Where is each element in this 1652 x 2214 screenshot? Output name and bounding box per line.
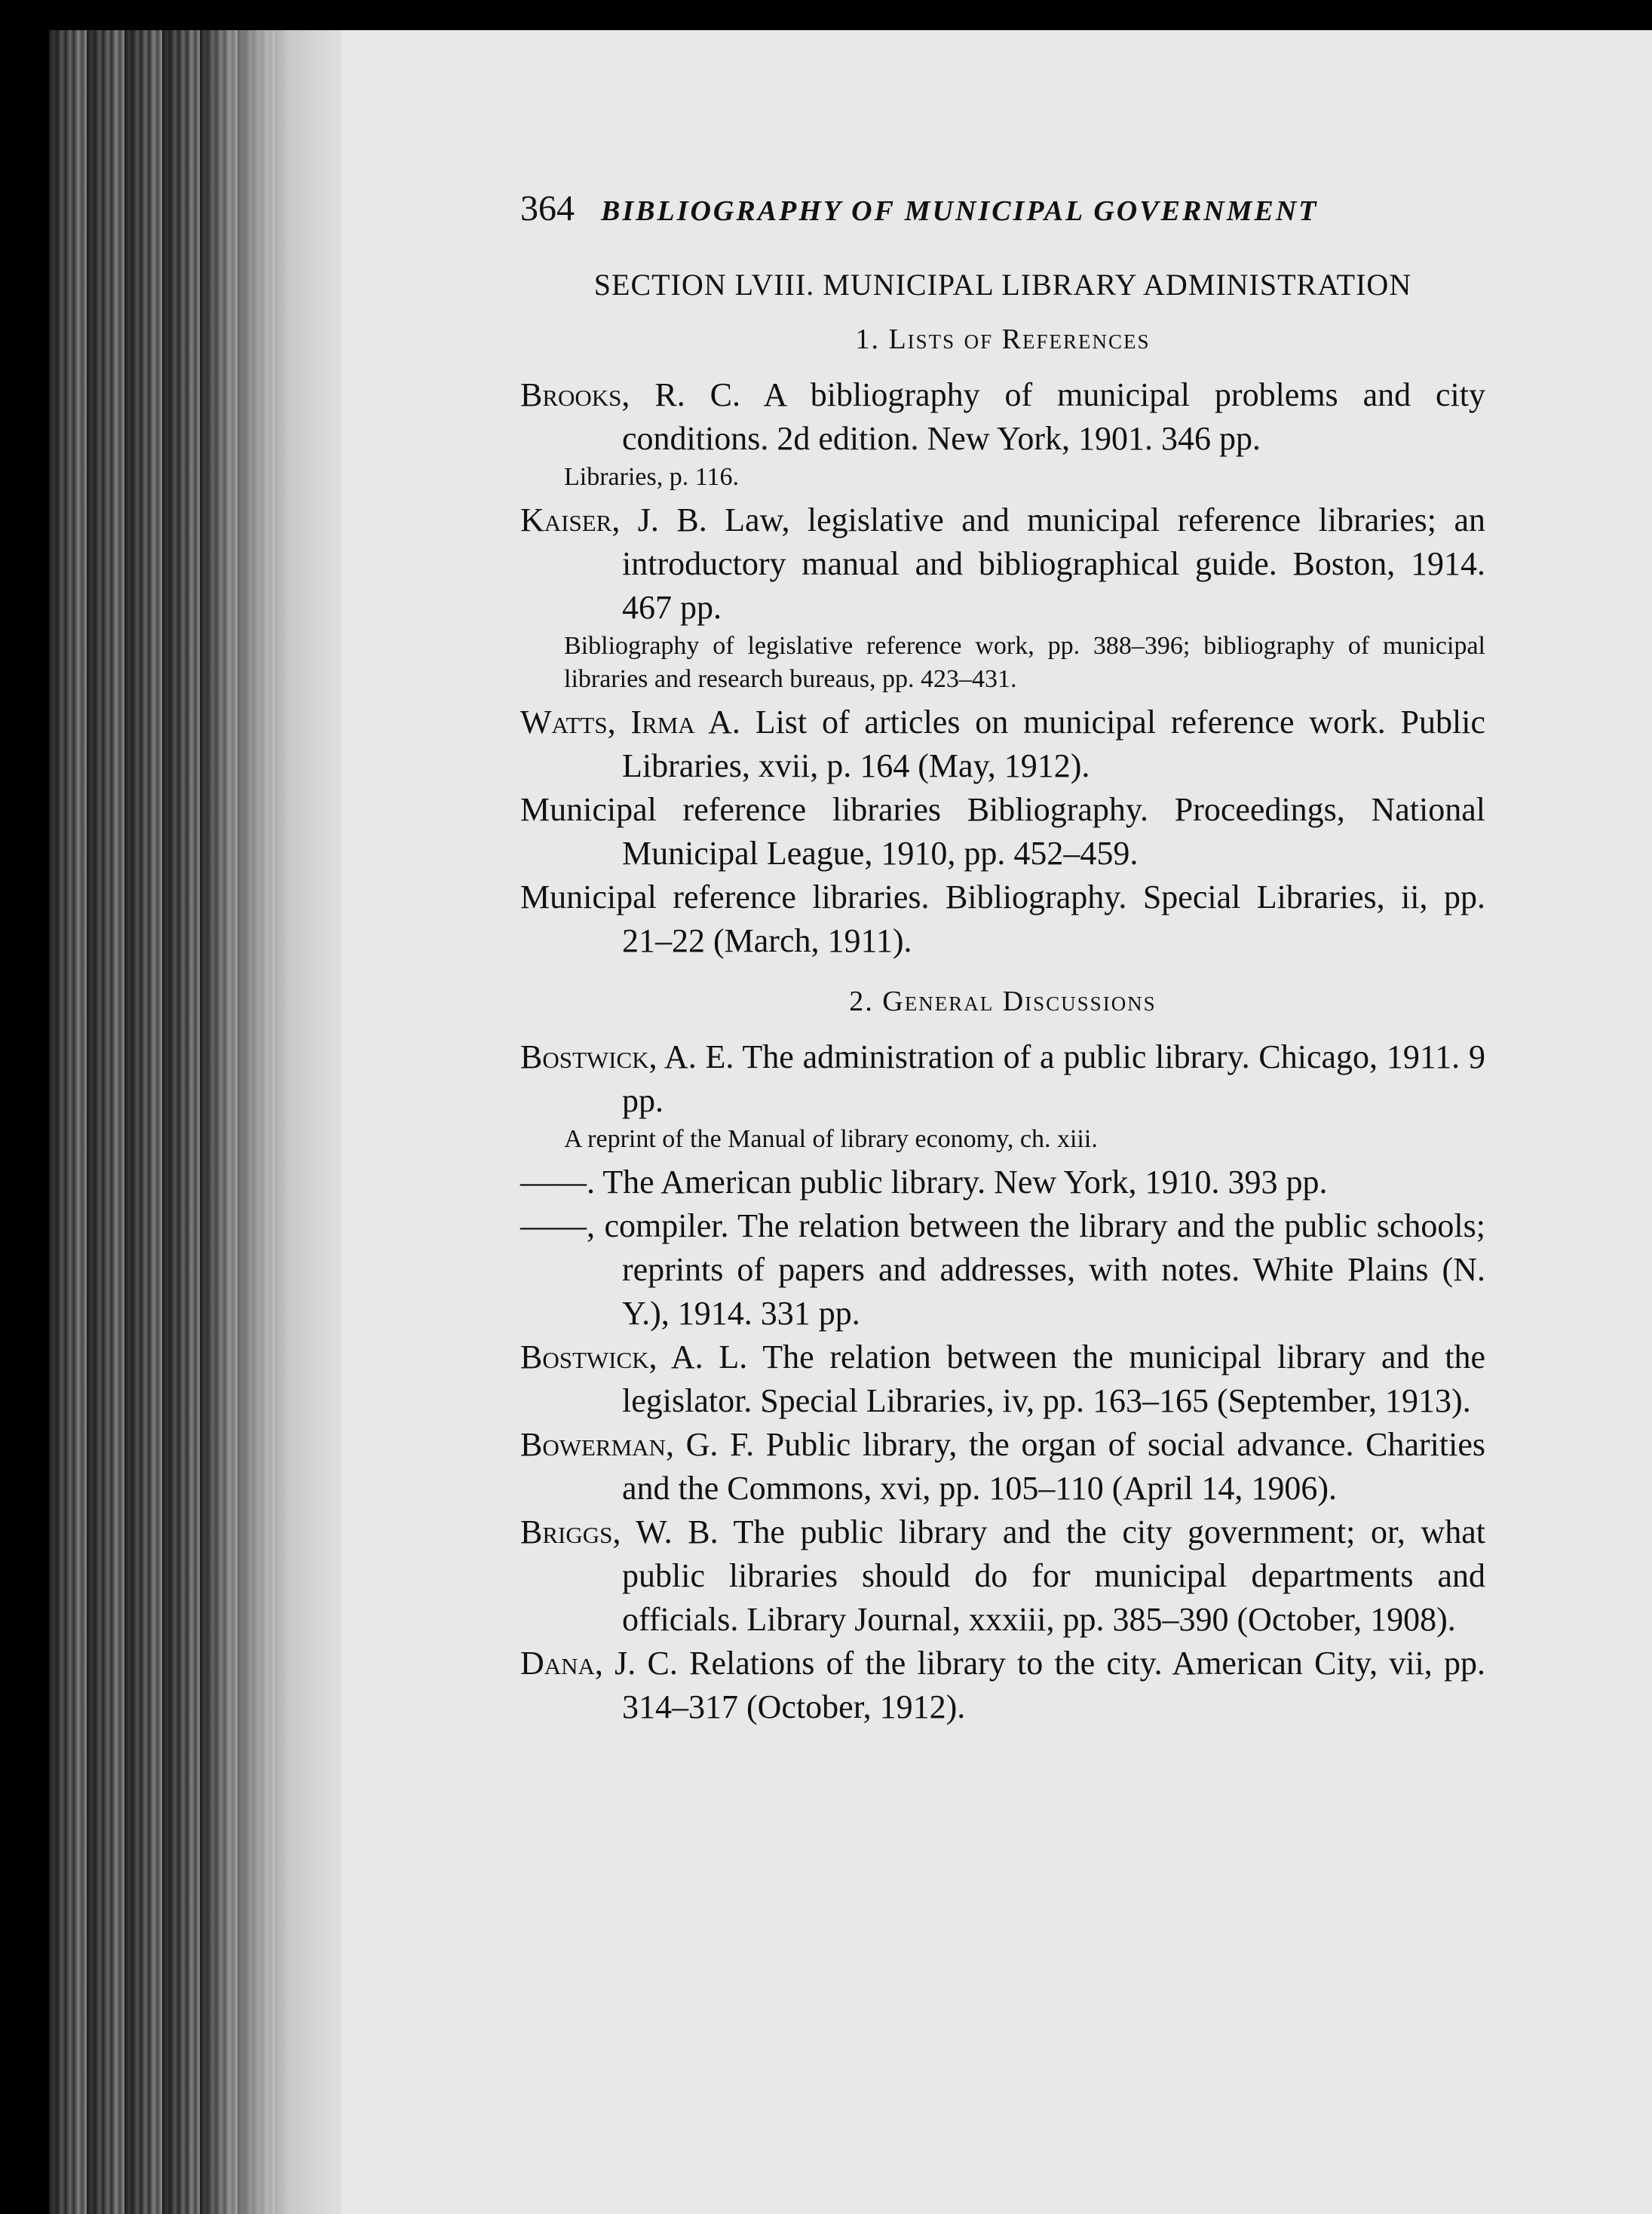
entry-note: A reprint of the Manual of library economy, ch. xiii. bbox=[564, 1125, 1098, 1153]
entry-text: Relations of the library to the city. American City, vii, pp. 314–317 (October, 1912). bbox=[622, 1645, 1486, 1725]
bib-entry bbox=[520, 373, 1485, 461]
section-title: SECTION LVIII. MUNICIPAL LIBRARY ADMINISTRATION bbox=[593, 268, 1412, 302]
sub-heading-lists-of-references: 1. Lists of References bbox=[855, 324, 1151, 355]
entry-note: Libraries, p. 116. bbox=[564, 463, 739, 491]
entry-note: Bibliography of legislative reference work, pp. 388–396; bibliography of municipal libraries and research bureaus, pp. 423–431. bbox=[564, 632, 1485, 693]
bib-entry bbox=[520, 1204, 1485, 1335]
entry-author: Brooks, R. C. bbox=[520, 376, 740, 413]
entry-author: Briggs, W. B. bbox=[520, 1513, 719, 1550]
entry-author: Bostwick, A. L. bbox=[520, 1339, 748, 1375]
bib-entry bbox=[520, 875, 1485, 963]
entry-text: List of articles on municipal reference work. Public Libraries, xvii, p. 164 (May, 1912). bbox=[622, 704, 1485, 784]
entry-text: The relation between the library and the public schools; reprints of papers and addresses, with notes. White Plains (N. Y.), 1914. 331 pp. bbox=[622, 1207, 1485, 1332]
running-head bbox=[520, 187, 1485, 233]
entry-text: Municipal reference libraries. Bibliography. Special Libraries, ii, pp. 21–22 (March, 1911). bbox=[520, 879, 1485, 959]
entry-author: Dana, J. C. bbox=[520, 1645, 678, 1682]
entry-author: Bostwick, A. E. bbox=[520, 1038, 734, 1075]
bib-entry bbox=[520, 1423, 1485, 1510]
bib-entry bbox=[520, 1510, 1485, 1642]
entry-author: ——. bbox=[520, 1164, 595, 1201]
bib-entry bbox=[520, 1642, 1485, 1729]
entry-text: A bibliography of municipal problems and city conditions. 2d edition. New York, 1901. 346 pp. bbox=[622, 376, 1486, 457]
entry-text: Municipal reference libraries Bibliography. Proceedings, National Municipal League, 1910, pp. 452–459. bbox=[520, 791, 1485, 872]
entry-text: The relation between the municipal library and the legislator. Special Libraries, iv, pp. 163–165 (September, 1913). bbox=[622, 1339, 1485, 1419]
page-number: 364 bbox=[520, 189, 575, 228]
gutter-shadow bbox=[200, 30, 351, 2214]
page-content bbox=[520, 187, 1485, 1729]
bib-entry bbox=[520, 701, 1485, 788]
bib-entry bbox=[520, 1035, 1485, 1123]
entry-text: Public library, the organ of social advance. Charities and the Commons, xvi, pp. 105–110 (April 14, 1906). bbox=[622, 1426, 1486, 1507]
running-title: BIBLIOGRAPHY OF MUNICIPAL GOVERNMENT bbox=[601, 195, 1319, 227]
entry-text: The administration of a public library. Chicago, 1911. 9 pp. bbox=[622, 1038, 1485, 1119]
sub-heading-general-discussions: 2. General Discussions bbox=[849, 986, 1157, 1017]
entry-text: The public library and the city government; or, what public libraries should do for municipal departments and officials. Library Journal, xxxiii, pp. 385–390 (October, 1908). bbox=[622, 1513, 1486, 1638]
bib-entry bbox=[520, 788, 1485, 875]
entry-text: The American public library. New York, 1910. 393 pp. bbox=[602, 1164, 1328, 1201]
entry-author: Bowerman, G. F. bbox=[520, 1426, 755, 1463]
entry-author: ——, compiler. bbox=[520, 1207, 729, 1244]
entry-author: Kaiser, J. B. bbox=[520, 501, 707, 538]
bib-entry bbox=[520, 1335, 1485, 1423]
entry-author: Watts, Irma A. bbox=[520, 704, 740, 741]
entry-text: Law, legislative and municipal reference libraries; an introductory manual and bibliographical guide. Boston, 1914. 467 pp. bbox=[622, 501, 1485, 626]
bib-entry bbox=[520, 1161, 1485, 1204]
bib-entry bbox=[520, 498, 1485, 630]
